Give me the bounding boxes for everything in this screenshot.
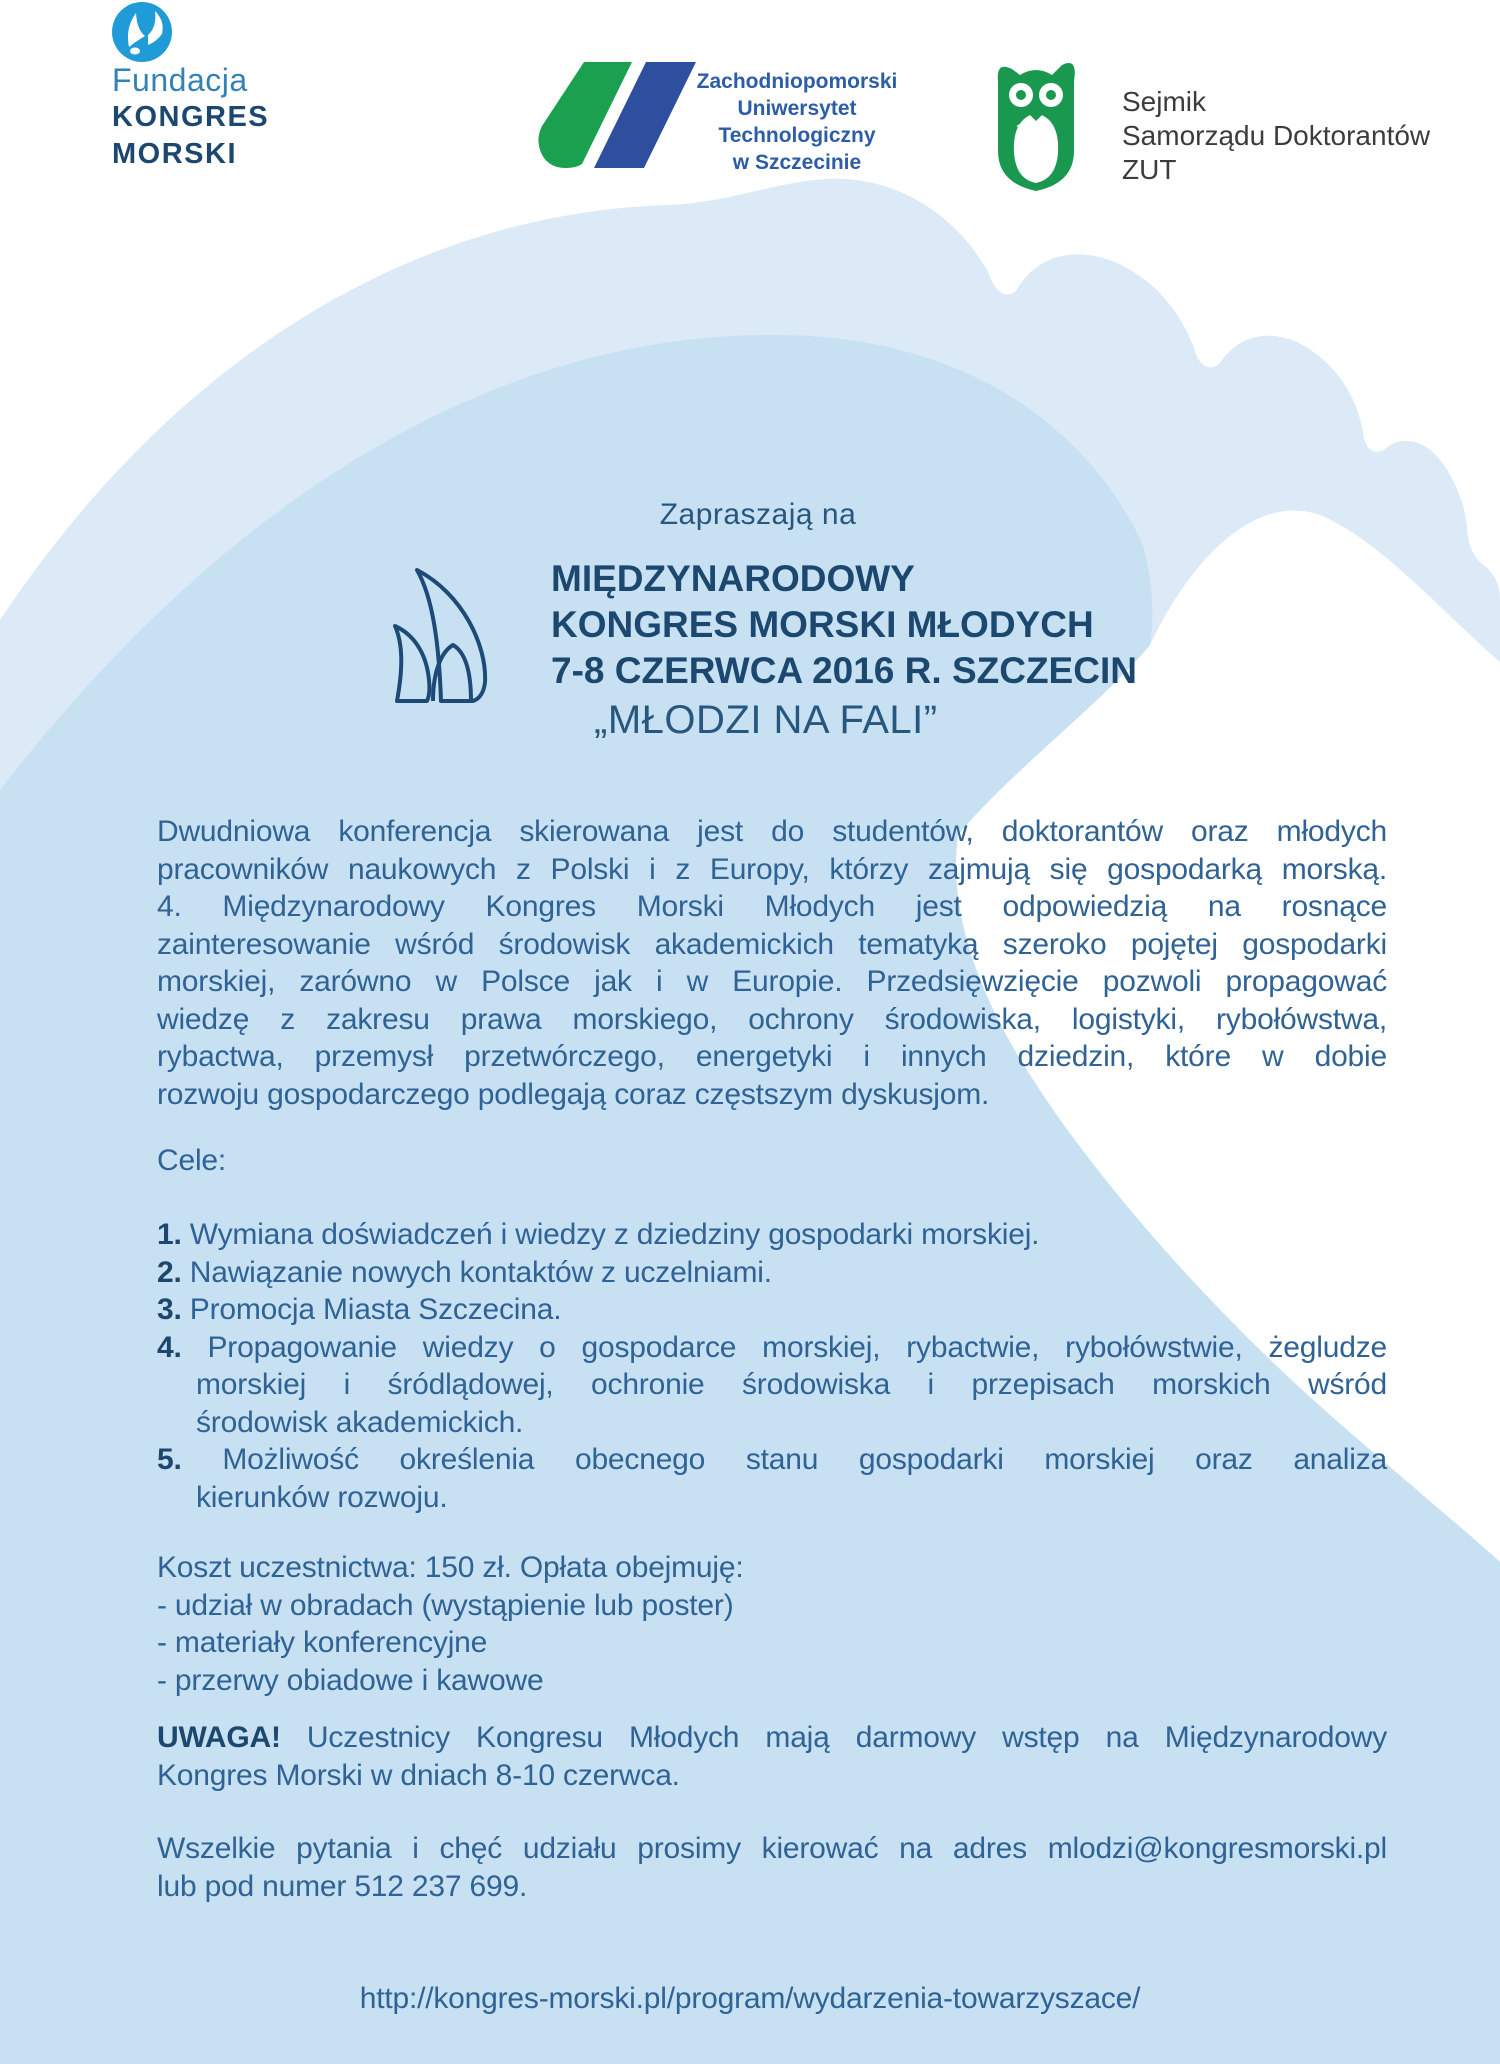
goal-number: 1. xyxy=(157,1218,182,1251)
goal-item-3 xyxy=(157,1291,1387,1329)
contact-line: Wszelkie pytania i chęć udziału prosimy kierować na adres mlodzi@kongresmorski.pl xyxy=(157,1832,1387,1865)
goal-number: 3. xyxy=(157,1293,182,1326)
intro-line: morskiej, zarówno w Polsce jak i w Europie. Przedsięwzięcie pozwoli propagować xyxy=(157,965,1387,998)
goal-text: Możliwość określenia obecnego stanu gospodarki morskiej oraz analiza xyxy=(222,1443,1387,1476)
goal-item-4-cont: morskiej i śródlądowej, ochronie środowiska i przepisach morskich wśród xyxy=(196,1368,1387,1401)
fundacja-logo-line2: KONGRES xyxy=(112,101,270,133)
goal-text: Promocja Miasta Szczecina. xyxy=(189,1293,562,1326)
goal-item-4-cont: środowisk akademickich. xyxy=(196,1405,524,1439)
zut-logo-icon xyxy=(534,58,700,170)
goal-item-2 xyxy=(157,1254,1387,1292)
sejmik-logo-line3: ZUT xyxy=(1122,154,1177,185)
goal-number: 2. xyxy=(157,1255,182,1289)
goals-heading: Cele: xyxy=(157,1144,227,1177)
congress-title xyxy=(551,556,1137,694)
goal-number: 5. xyxy=(157,1443,182,1476)
notice-label: UWAGA! xyxy=(157,1721,281,1754)
intro-paragraph xyxy=(157,813,1387,1113)
zut-logo-line1: Zachodniopomorski xyxy=(696,70,898,93)
notice-text: Uczestnicy Kongresu Młodych mają darmowy wstęp na Międzynarodowy xyxy=(306,1721,1388,1754)
fee-line: - udział w obradach (wystąpienie lub poster) xyxy=(157,1588,734,1622)
zut-logo-text xyxy=(694,68,900,176)
fundacja-kongres-morski-logo-icon xyxy=(112,2,172,62)
intro-line: zainteresowanie wśród środowisk akademickich tematyką szeroko pojętej gospodarki xyxy=(157,927,1387,961)
intro-line: 4. Międzynarodowy Kongres Morski Młodych jest odpowiedzią na rosnące xyxy=(157,890,1387,923)
congress-motto: „MŁODZI NA FALI” xyxy=(594,698,938,742)
footer-url: http://kongres-morski.pl/program/wydarzenia-towarzyszace/ xyxy=(359,1982,1141,2015)
contact-line: lub pod numer 512 237 699. xyxy=(157,1869,528,1903)
zut-logo-line4: w Szczecinie xyxy=(732,151,862,174)
goal-item-4 xyxy=(157,1329,1387,1367)
goal-number: 4. xyxy=(157,1330,182,1364)
sejmik-logo-line1: Sejmik xyxy=(1122,86,1207,117)
goal-text: Propagowanie wiedzy o gospodarce morskiej, rybactwie, rybołówstwie, żegludze xyxy=(207,1330,1387,1364)
intro-line: pracowników naukowych z Polski i z Europy, którzy zajmują się gospodarką morską. xyxy=(157,852,1387,886)
sejmik-logo-line2: Samorządu Doktorantów xyxy=(1122,120,1431,151)
wave-mark-icon xyxy=(389,560,521,705)
notice-line xyxy=(157,1719,1387,1757)
contact-block xyxy=(157,1830,1387,1905)
goal-text: Wymiana doświadczeń i wiedzy z dziedziny gospodarki morskiej. xyxy=(189,1218,1040,1251)
intro-line: rybactwa, przemysł przetwórczego, energetyki i innych dziedzin, które w dobie xyxy=(157,1040,1387,1073)
zut-logo-line2: Uniwersytet xyxy=(737,97,857,120)
owl-logo-icon xyxy=(988,55,1088,195)
congress-title-line2: KONGRES MORSKI MŁODYCH xyxy=(551,604,1094,645)
goals-list xyxy=(157,1216,1387,1516)
zut-logo-line3: Technologiczny xyxy=(718,124,876,147)
intro-line: rozwoju gospodarczego podlegają coraz częstszym dyskusjom. xyxy=(157,1077,990,1111)
goal-text: Nawiązanie nowych kontaktów z uczelniami. xyxy=(189,1255,772,1289)
fundacja-logo-line1: Fundacja xyxy=(112,62,248,98)
fee-block xyxy=(157,1549,1387,1699)
intro-line: Dwudniowa konferencja skierowana jest do studentów, doktorantów oraz młodych xyxy=(157,815,1387,848)
notice-line: Kongres Morski w dniach 8-10 czerwca. xyxy=(157,1758,680,1792)
congress-title-line1: MIĘDZYNARODOWY xyxy=(551,558,915,599)
notice-block xyxy=(157,1719,1387,1794)
fundacja-logo-line3: MORSKI xyxy=(112,138,237,170)
invite-lead: Zapraszają na xyxy=(659,498,857,531)
congress-title-line3: 7-8 CZERWCA 2016 R. SZCZECIN xyxy=(551,650,1137,691)
fee-line: - przerwy obiadowe i kawowe xyxy=(157,1663,544,1697)
fee-line: - materiały konferencyjne xyxy=(157,1626,488,1659)
sejmik-logo-text xyxy=(1122,85,1430,187)
goal-item-5 xyxy=(157,1441,1387,1479)
goal-item-1 xyxy=(157,1216,1387,1254)
intro-line: wiedzę z zakresu prawa morskiego, ochrony środowiska, logistyki, rybołówstwa, xyxy=(157,1002,1387,1036)
goal-item-5-cont: kierunków rozwoju. xyxy=(196,1480,448,1514)
fee-line: Koszt uczestnictwa: 150 zł. Opłata obejmuję: xyxy=(157,1551,744,1584)
